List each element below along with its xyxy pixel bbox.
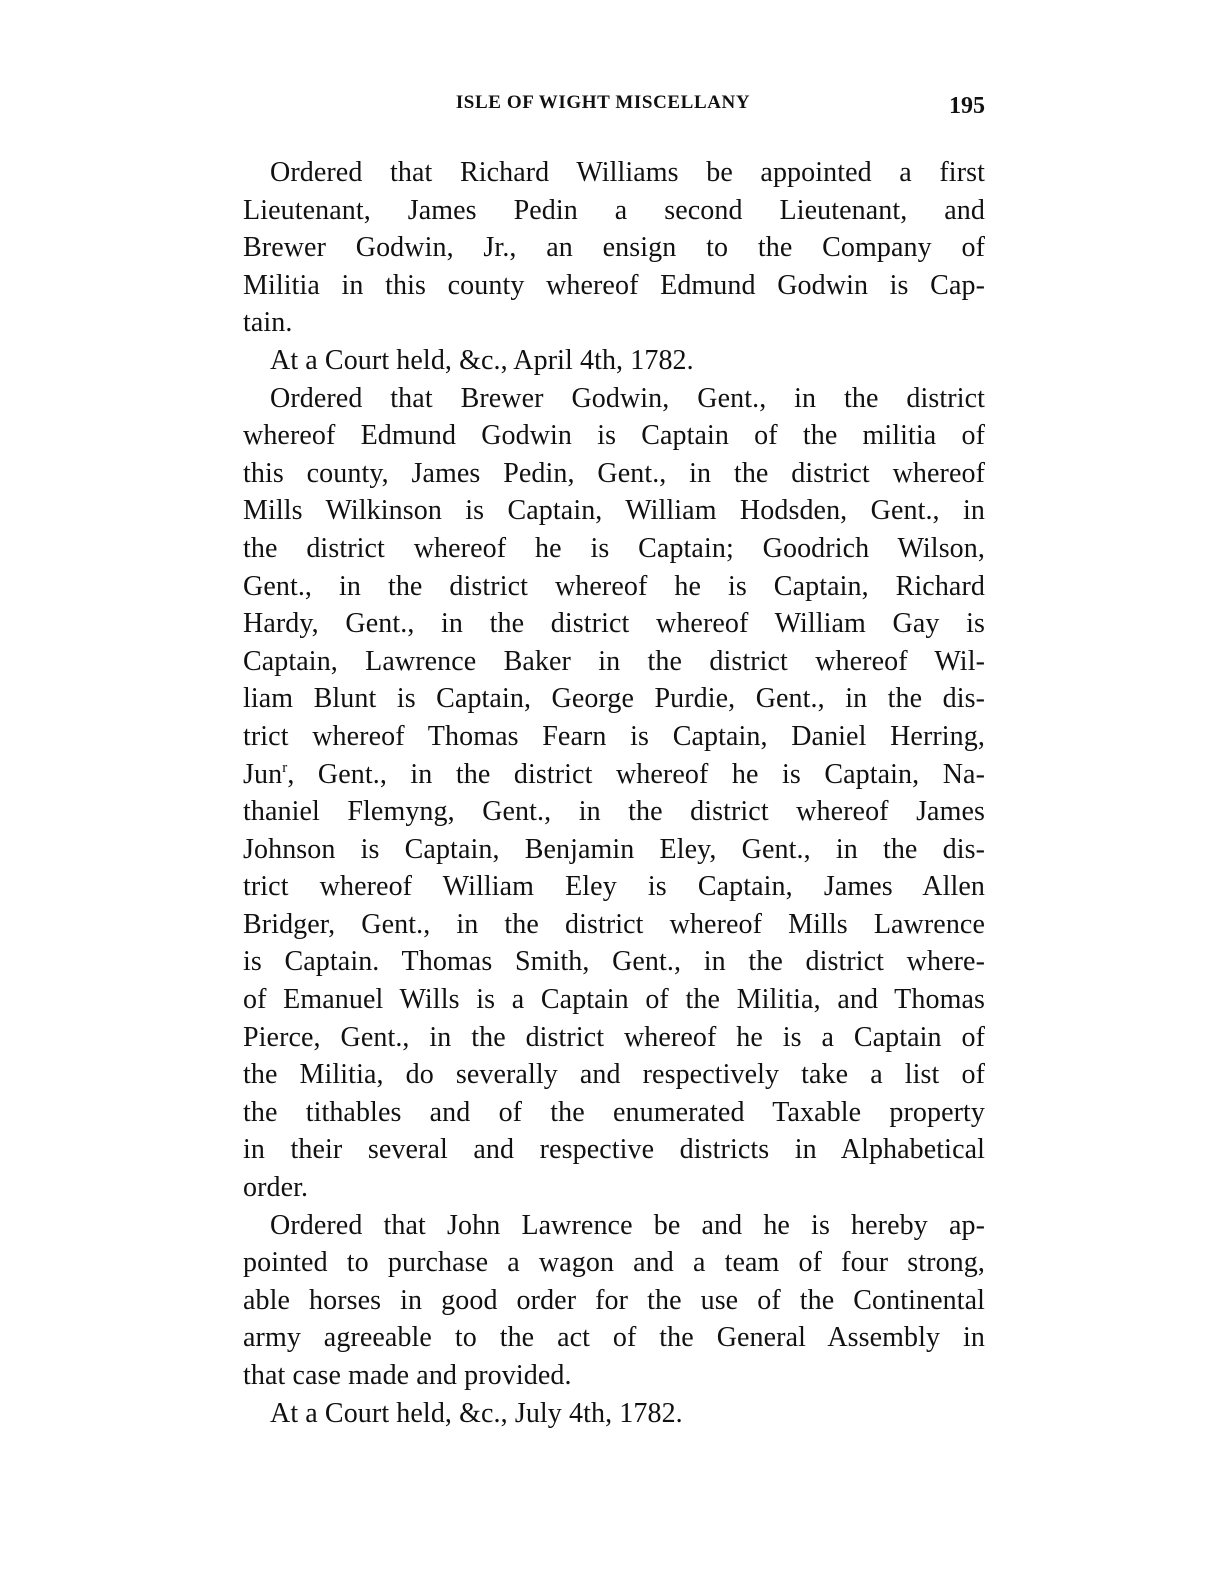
text-line: order. <box>243 1172 309 1204</box>
text-line: of Emanuel Wills is a Captain of the Militia, and Thomas <box>243 984 985 1016</box>
text-line: this county, James Pedin, Gent., in the district whereof <box>243 457 985 489</box>
text-line: is Captain. Thomas Smith, Gent., in the district where- <box>243 946 985 978</box>
text-line: trict whereof William Eley is Captain, James Allen <box>243 871 985 903</box>
text-line: the district whereof he is Captain; Goodrich Wilson, <box>243 532 985 564</box>
text-line: At a Court held, &c., April 4th, 1782. <box>270 344 694 376</box>
order-paragraph <box>243 1207 985 1395</box>
text-line: Gent., in the district whereof he is Captain, Richard <box>243 570 985 602</box>
text-line: Pierce, Gent., in the district whereof he is a Captain of <box>243 1021 985 1053</box>
text-line: Mills Wilkinson is Captain, William Hodsden, Gent., in <box>243 495 985 527</box>
running-title: ISLE OF WIGHT MISCELLANY <box>455 92 751 113</box>
text-line: Militia in this county whereof Edmund Godwin is Cap- <box>243 269 985 301</box>
text-line: Brewer Godwin, Jr., an ensign to the Company of <box>243 232 985 264</box>
text-line: able horses in good order for the use of the Continental <box>243 1284 985 1316</box>
text-line: army agreeable to the act of the General Assembly in <box>243 1322 985 1354</box>
text-line: in their several and respective districts in Alphabetical <box>243 1134 985 1166</box>
text-line: liam Blunt is Captain, George Purdie, Gent., in the dis- <box>243 683 985 715</box>
text-line: tain. <box>243 307 293 339</box>
text-line: Ordered that Richard Williams be appointed a first <box>270 157 985 188</box>
text-line: pointed to purchase a wagon and a team of four strong, <box>243 1247 985 1279</box>
text-line: Ordered that Brewer Godwin, Gent., in the district <box>270 382 985 414</box>
text-line: Johnson is Captain, Benjamin Eley, Gent., in the dis- <box>243 833 985 865</box>
running-head <box>243 92 985 122</box>
text-line: trict whereof Thomas Fearn is Captain, Daniel Herring, <box>243 720 985 752</box>
text-line: Lieutenant, James Pedin a second Lieutenant, and <box>243 194 985 226</box>
order-paragraph <box>243 380 985 1207</box>
text-line: Captain, Lawrence Baker in the district whereof Wil- <box>243 645 985 677</box>
text-line: At a Court held, &c., July 4th, 1782. <box>270 1397 683 1429</box>
body-text <box>243 154 985 1432</box>
text-line: Jun$^r$, Gent., in the district whereof he is Captain, Na- <box>243 758 985 790</box>
order-paragraph <box>243 154 985 342</box>
text-line: whereof Edmund Godwin is Captain of the militia of <box>243 420 985 452</box>
text-line: the tithables and of the enumerated Taxable property <box>243 1096 985 1128</box>
text-line: thaniel Flemyng, Gent., in the district whereof James <box>243 796 985 828</box>
text-line: Ordered that John Lawrence be and he is hereby ap- <box>270 1209 985 1241</box>
text-line: that case made and provided. <box>243 1360 572 1391</box>
superscript-abbreviation: r <box>282 759 288 776</box>
text-line: Bridger, Gent., in the district whereof Mills Lawrence <box>243 908 985 940</box>
court-heading <box>243 342 985 380</box>
text-line: Hardy, Gent., in the district whereof William Gay is <box>243 608 985 640</box>
text-line: the Militia, do severally and respectively take a list of <box>243 1059 985 1091</box>
court-heading <box>243 1395 985 1433</box>
page-number: 195 <box>949 93 985 119</box>
